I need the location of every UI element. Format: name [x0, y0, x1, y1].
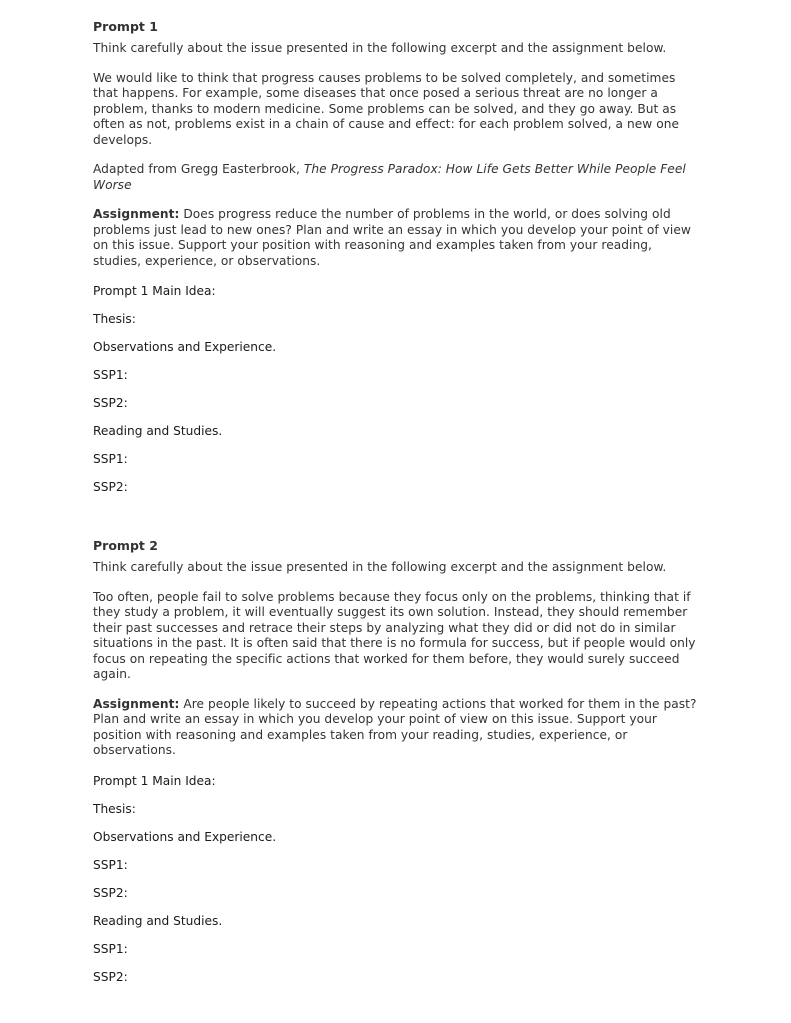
source-title: The Progress Paradox: How Life Gets Better While People Feel Worse — [93, 162, 686, 192]
prompt-1-heading: Prompt 1 — [93, 19, 158, 34]
prompt-1-intro: Think carefully about the issue presented in the following excerpt and the assignment below. — [93, 41, 667, 55]
prompt-1-thesis-field: Thesis: — [93, 312, 136, 326]
prompt-1-reading-heading: Reading and Studies. — [93, 424, 223, 438]
prompt-2-heading: Prompt 2 — [93, 538, 158, 553]
prompt-1-reading-ssp1: SSP1: — [93, 452, 128, 466]
prompt-2-observations-ssp2: SSP2: — [93, 885, 128, 900]
prompt-2-intro: Think carefully about the issue presented in the following excerpt and the assignment below. — [93, 560, 667, 574]
prompt-2-reading-heading: Reading and Studies. — [93, 913, 223, 928]
source-prefix: Adapted from Gregg Easterbrook, — [93, 162, 304, 176]
prompt-1-reading-ssp2: SSP2: — [93, 480, 128, 494]
prompt-1-observations-ssp1: SSP1: — [93, 368, 128, 382]
prompt-1-observations-ssp2: SSP2: — [93, 396, 128, 410]
prompt-2-assignment — [93, 697, 703, 759]
prompt-2-excerpt: Too often, people fail to solve problems because they focus only on the problems, thinking that if they study a problem, it will eventually suggest its own solution. Instead, they should remember their past successes and retrace their steps by analyzing what they did or did not do in similar situations in the past. It is often said that there is no formula for success, but if people would only focus on repeating the specific actions that worked for them before, they would surely succeed again. — [93, 589, 696, 681]
prompt-2-main-idea-field: Prompt 1 Main Idea: — [93, 773, 216, 788]
prompt-1-source — [93, 162, 703, 193]
assignment-label: Assignment: — [93, 207, 180, 221]
assignment-text: Are people likely to succeed by repeating actions that worked for them in the past? Plan and write an essay in which you develop your point of view on this issue. Support your position with reasoning and examples taken from your reading, studies, experience, or observations. — [93, 696, 697, 757]
document-page — [93, 18, 703, 997]
assignment-text: Does progress reduce the number of problems in the world, or does solving old problems just lead to new ones? Plan and write an essay in which you develop your point of view on this issue. Support your position with reasoning and examples taken from your reading, studies, experience, or observations. — [93, 207, 691, 268]
prompt-2-reading-ssp1: SSP1: — [93, 941, 128, 956]
section-divider-space — [93, 507, 703, 537]
prompt-1-main-idea-field: Prompt 1 Main Idea: — [93, 284, 216, 298]
prompt-1-assignment — [93, 207, 703, 269]
prompt-2-observations-ssp1: SSP1: — [93, 857, 128, 872]
prompt-2-reading-ssp2: SSP2: — [93, 969, 128, 984]
prompt-1-observations-heading: Observations and Experience. — [93, 340, 277, 354]
prompt-2-observations-heading: Observations and Experience. — [93, 829, 277, 844]
prompt-2-thesis-field: Thesis: — [93, 801, 136, 816]
prompt-1-excerpt: We would like to think that progress causes problems to be solved completely, and sometimes that happens. For example, some diseases that once posed a serious threat are no longer a problem, thanks to modern medicine. Some problems can be solved, and they go away. But as often as not, problems exist in a chain of cause and effect: for each problem solved, a new one develops. — [93, 70, 680, 147]
assignment-label: Assignment: — [93, 696, 180, 711]
